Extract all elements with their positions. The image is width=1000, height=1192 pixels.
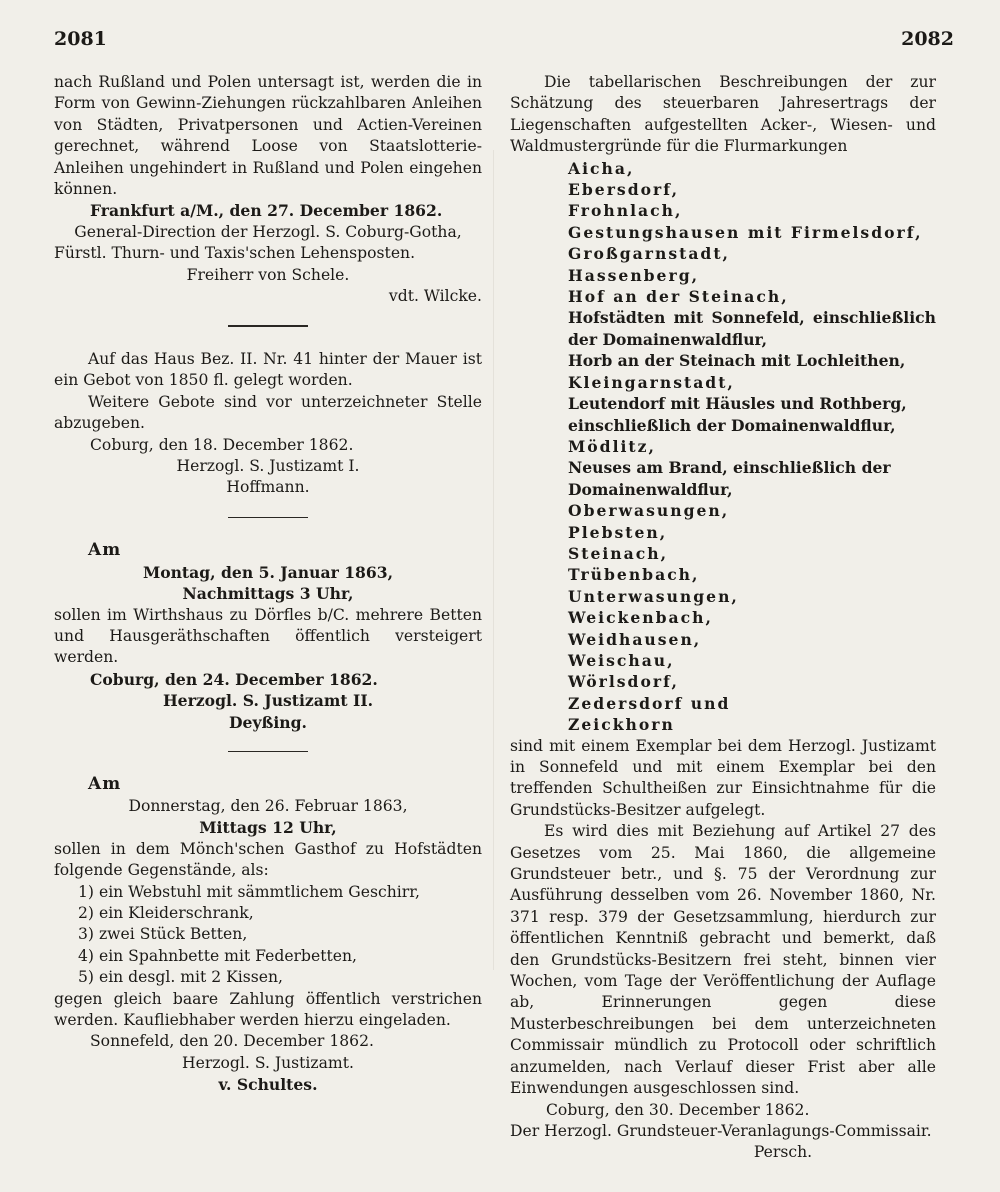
page-number-right: 2082	[901, 28, 954, 50]
separator-rule	[228, 751, 308, 753]
right-column	[510, 72, 936, 1164]
countersign: vdt. Wilcke.	[388, 287, 482, 306]
auction-date: Donnerstag, den 26. Februar 1863,	[128, 796, 408, 815]
notice-postal	[54, 72, 482, 307]
notice-auction-doerfles	[54, 540, 482, 733]
locality-item: Steinach,	[568, 543, 669, 563]
locality-item: Weidhausen,	[568, 629, 702, 649]
list-item: 5) ein desgl. mit 2 Kissen,	[78, 968, 284, 987]
list-item: 4) ein Spahnbette mit Federbetten,	[78, 946, 357, 965]
place-date: Coburg, den 24. December 1862.	[90, 669, 378, 689]
place-date: Coburg, den 30. December 1862.	[546, 1100, 810, 1119]
locality-item: Mödlitz,	[568, 436, 656, 456]
authority: Herzogl. S. Justizamt II.	[162, 691, 374, 711]
locality-item: Leutendorf mit Häusles und Rothberg, einschließlich der Domainenwaldflur,	[568, 394, 907, 435]
locality-item: Horb an der Steinach mit Lochleithen,	[568, 351, 906, 371]
notice-text: Auf das Haus Bez. II. Nr. 41 hinter der Mauer ist ein Gebot von 1850 fl. gelegt worden.	[54, 349, 482, 390]
am-heading: Am	[88, 774, 122, 795]
locality-item: Weickenbach,	[568, 608, 713, 628]
notice-text: gegen gleich baare Zahlung öffentlich verstrichen werden. Kaufliebhaber werden hierzu eingeladen.	[54, 989, 482, 1029]
item-list	[54, 882, 482, 989]
notice-text: sind mit einem Exemplar bei dem Herzogl. Justizamt in Sonnefeld und mit einem Exemplar bei den treffenden Schultheißen zur Einsichtnahme für die Grundstücks-Besitzer aufgelegt.	[510, 736, 936, 819]
locality-item: Zedersdorf und	[568, 693, 731, 713]
locality-item: Zeickhorn	[568, 715, 675, 735]
locality-item: Neuses am Brand, einschließlich der Domainenwaldflur,	[568, 458, 891, 499]
locality-item: Hofstädten mit Sonnefeld, einschließlich der Domainenwaldflur,	[568, 308, 936, 349]
locality-item: Aicha,	[568, 158, 635, 178]
auction-date: Montag, den 5. Januar 1863,	[142, 562, 394, 582]
locality-item: Gestungshausen mit Firmelsdorf,	[568, 222, 923, 242]
locality-item: Plebsten,	[568, 522, 668, 542]
separator-rule	[228, 517, 308, 519]
signer: Persch.	[753, 1143, 813, 1162]
locality-item: Oberwasungen,	[568, 501, 730, 521]
intro-text: Die tabellarischen Beschreibungen der zur Schätzung des steuerbaren Jahresertrags der Liegenschaften aufgestellten Acker-, Wiesen- und Waldmustergründe für die Flurmarkungen	[510, 73, 936, 156]
page-number-left: 2081	[54, 28, 107, 50]
locality-item: Weischau,	[568, 650, 675, 670]
signer: Deyßing.	[229, 712, 307, 732]
notice-text: nach Rußland und Polen untersagt ist, werden die in Form von Gewinn-Ziehungen rückzahlbaren Anleihen von Städten, Privatpersonen und Actien-Vereinen gerechnet, während Loose von Staatslotterie-Anleihen ungehindert in Rußland und Polen eingehen können.	[54, 73, 482, 199]
locality-item: Wörlsdorf,	[568, 672, 679, 692]
signer: v. Schultes.	[218, 1075, 318, 1095]
locality-item: Hof an der Steinach,	[568, 287, 789, 307]
notice-text: sollen in dem Mönch'schen Gasthof zu Hofstädten folgende Gegenstände, als:	[54, 839, 482, 880]
list-item: 2) ein Kleiderschrank,	[78, 903, 254, 922]
authority: Herzogl. S. Justizamt I.	[176, 457, 360, 475]
notice-text: Es wird dies mit Beziehung auf Artikel 27 des Gesetzes vom 25. Mai 1860, die allgemeine Grundsteuer betr., und §. 75 der Verordnung zur Ausführung desselben vom 26. November 1860, Nr. 371 resp. 379 der Gesetzsammlung, hierdurch zur öffentlichen Kenntniß gebracht und bemerkt, daß den Grundstücks-Besitzern frei steht, binnen vier Wochen, vom Tage der Veröffentlichung der Auflage ab, Erinnerungen gegen diese Musterbeschreibungen bei dem unterzeichneten Commissair mündlich zu Protocoll oder schriftlich anzumelden, nach Verlauf dieser Frist aber alle Einwendungen ausgeschlossen sind.	[510, 822, 936, 1098]
am-heading: Am	[88, 540, 122, 561]
list-item: 3) zwei Stück Betten,	[78, 925, 248, 944]
locality-item: Hassenberg,	[568, 265, 700, 285]
locality-item: Unterwasungen,	[568, 586, 739, 606]
locality-list	[510, 158, 936, 736]
place-date: Coburg, den 18. December 1862.	[90, 435, 354, 454]
notice-text: Weitere Gebote sind vor unterzeichneter Stelle abzugeben.	[54, 392, 482, 433]
separator-rule	[228, 325, 308, 327]
locality-item: Kleingarnstadt,	[568, 372, 735, 392]
authority: Herzogl. S. Justizamt.	[182, 1053, 354, 1072]
place-date: Frankfurt a/M., den 27. December 1862.	[90, 201, 443, 221]
locality-item: Ebersdorf,	[568, 180, 680, 200]
list-item: 1) ein Webstuhl mit sämmtlichem Geschirr,	[78, 882, 420, 901]
signer: Freiherr von Schele.	[186, 265, 350, 284]
left-column	[54, 72, 482, 1096]
authority: Der Herzogl. Grundsteuer-Veranlagungs-Commissair.	[510, 1121, 932, 1140]
locality-item: Frohnlach,	[568, 201, 683, 221]
locality-item: Großgarnstadt,	[568, 244, 730, 264]
auction-time: Nachmittags 3 Uhr,	[182, 584, 354, 604]
notice-text: sollen im Wirthshaus zu Dörfles b/C. mehrere Betten und Hausgeräthschaften öffentlich versteigert werden.	[54, 605, 482, 667]
signer: Hoffmann.	[226, 478, 310, 497]
place-date: Sonnefeld, den 20. December 1862.	[90, 1032, 374, 1051]
authority: General-Direction der Herzogl. S. Coburg-Gotha, Fürstl. Thurn- und Taxis'schen Lehensposten.	[54, 222, 462, 263]
notice-house-bid	[54, 349, 482, 499]
locality-item: Trübenbach,	[568, 565, 700, 585]
notice-auction-hofstaedten	[54, 774, 482, 1095]
auction-time: Mittags 12 Uhr,	[199, 818, 337, 838]
